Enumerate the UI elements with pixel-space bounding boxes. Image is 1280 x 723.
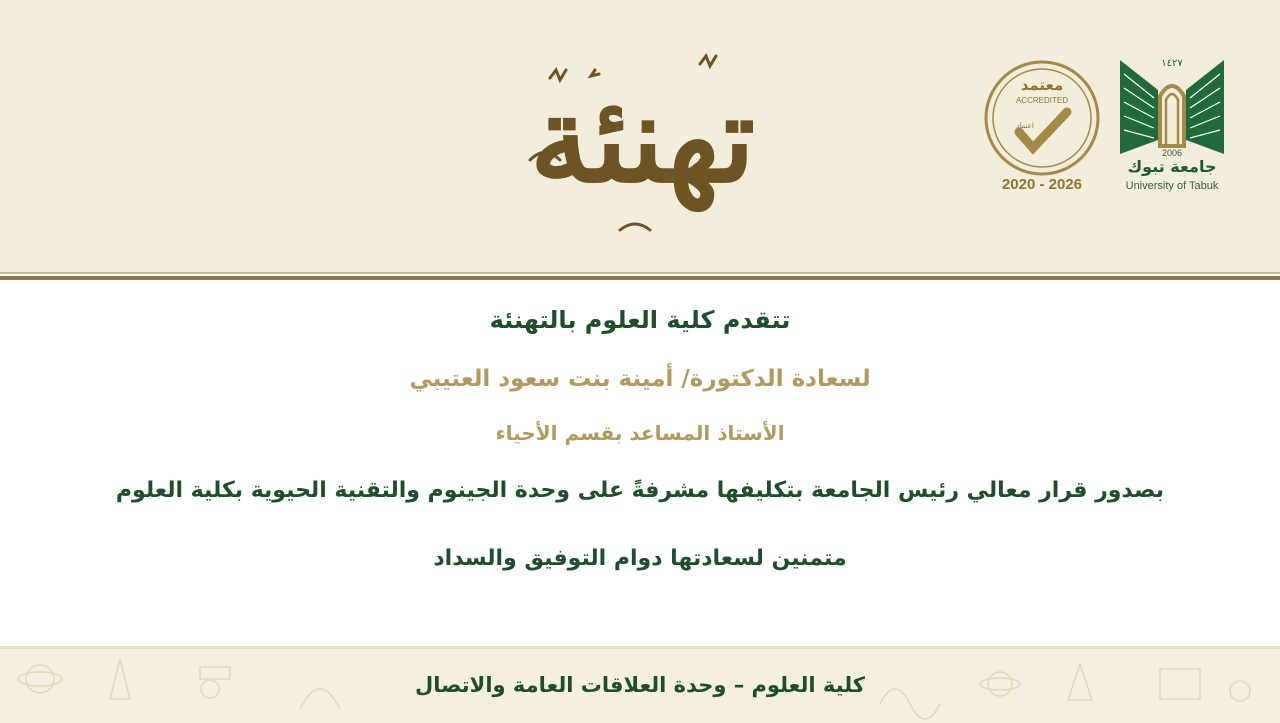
recipient-title: الأستاذ المساعد بقسم الأحياء [495, 421, 785, 445]
svg-text:١٤٢٧: ١٤٢٧ [1161, 58, 1183, 69]
wishes-text: متمنين لسعادتها دوام التوفيق والسداد [433, 546, 847, 571]
divider-thin [0, 272, 1280, 274]
footer-band [0, 646, 1280, 723]
svg-text:ACCREDITED: ACCREDITED [1015, 96, 1069, 105]
appointment-text: بصدور قرار معالي رئيس الجامعة بتكليفها مشرفةً على وحدة الجينوم والتقنية الحيوية بكلية العلوم [115, 478, 1165, 503]
congratulation-intro: تتقدم كلية العلوم بالتهنئة [489, 306, 791, 334]
university-name-ar: جامعة تبوك [1127, 157, 1217, 176]
university-founded-year: 2006 [1161, 148, 1183, 158]
svg-text:معتمد: معتمد [1020, 76, 1064, 94]
page-title: تهنئة [529, 69, 756, 210]
university-name-en: University of Tabuk [1125, 180, 1219, 192]
recipient-name: لسعادة الدكتورة/ أمينة بنت سعود العتيبي [409, 366, 871, 392]
svg-text:اعتماد: اعتماد [1016, 122, 1034, 130]
accreditation-years: 2020 - 2026 [1001, 176, 1083, 193]
divider-thick [0, 276, 1280, 280]
footer-credit: كلية العلوم – وحدة العلاقات العامة والاتصال [415, 673, 865, 697]
title-calligraphy [470, 40, 815, 240]
